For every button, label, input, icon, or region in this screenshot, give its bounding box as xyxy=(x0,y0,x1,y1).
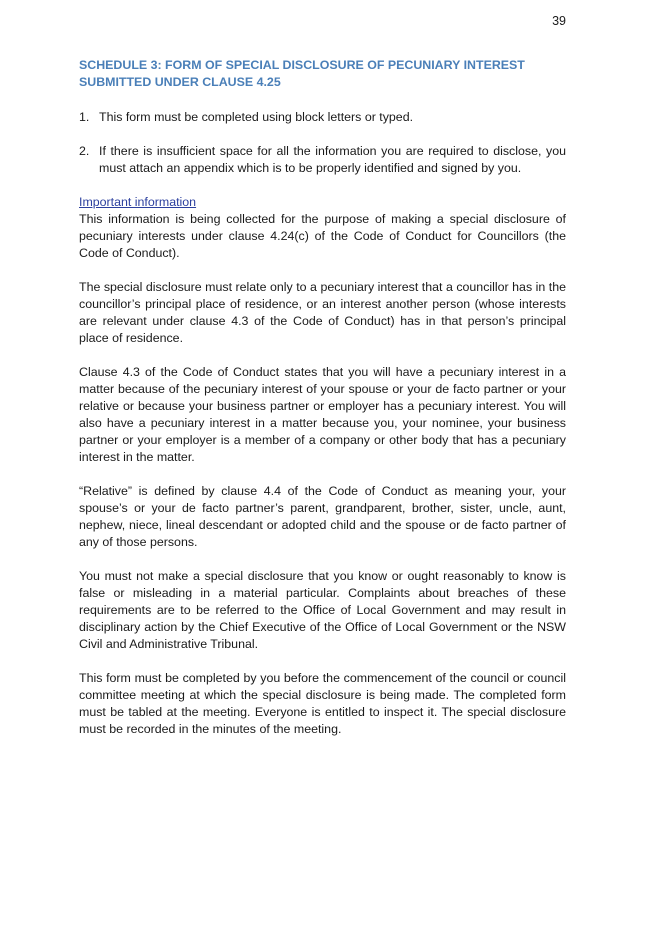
instruction-item xyxy=(79,143,566,177)
instruction-number: 1. xyxy=(79,110,90,124)
purpose-paragraph: This information is being collected for the purpose of making a special disclosure of pecuniary interests under clause 4.24(c) of the Code of Conduct for Councillors (the Code of Conduct). xyxy=(79,212,566,260)
schedule-title: SCHEDULE 3: FORM OF SPECIAL DISCLOSURE OF PECUNIARY INTEREST SUBMITTED UNDER CLAUSE 4.25 xyxy=(79,58,525,89)
instruction-number: 2. xyxy=(79,144,90,158)
relative-definition-paragraph: “Relative” is defined by clause 4.4 of the Code of Conduct as meaning your, your spouse’s or your de facto partner’s parent, grandparent, brother, sister, uncle, aunt, nephew, niece, lineal descendant or adopted child and the spouse or de facto partner of any of those persons. xyxy=(79,484,566,549)
instruction-item xyxy=(79,109,566,126)
scope-paragraph: The special disclosure must relate only to a pecuniary interest that a councillor has in the councillor’s principal place of residence, or an interest another person (whose interests are relevant under clause 4.3 of the Code of Conduct) has in that person’s principal place of residence. xyxy=(79,280,566,345)
instruction-list xyxy=(79,109,566,177)
document-body xyxy=(79,57,566,755)
false-disclosure-paragraph: You must not make a special disclosure that you know or ought reasonably to know is false or misleading in a material particular. Complaints about breaches of these requirements are to be referred to the Office of Local Government and may result in disciplinary action by the Chief Executive of the Office of Local Government or the NSW Civil and Administrative Tribunal. xyxy=(79,569,566,651)
completion-paragraph: This form must be completed by you before the commencement of the council or council committee meeting at which the special disclosure is being made. The completed form must be tabled at the meeting. Everyone is entitled to inspect it. The special disclosure must be recorded in the minutes of the meeting. xyxy=(79,671,566,736)
clause-4-3-paragraph: Clause 4.3 of the Code of Conduct states that you will have a pecuniary interest in a matter because of the pecuniary interest of your spouse or your de facto partner or your relative or because your business partner or employer has a pecuniary interest. You will also have a pecuniary interest in a matter because you, your nominee, your business partner or your employer is a member of a company or other body that has a pecuniary interest in the matter. xyxy=(79,365,566,464)
instruction-text: This form must be completed using block letters or typed. xyxy=(99,110,414,124)
important-information-heading: Important information xyxy=(79,195,197,209)
instruction-text: If there is insufficient space for all the information you are required to disclose, you must attach an appendix which is to be properly identified and signed by you. xyxy=(99,144,566,175)
page-number: 39 xyxy=(552,14,566,28)
